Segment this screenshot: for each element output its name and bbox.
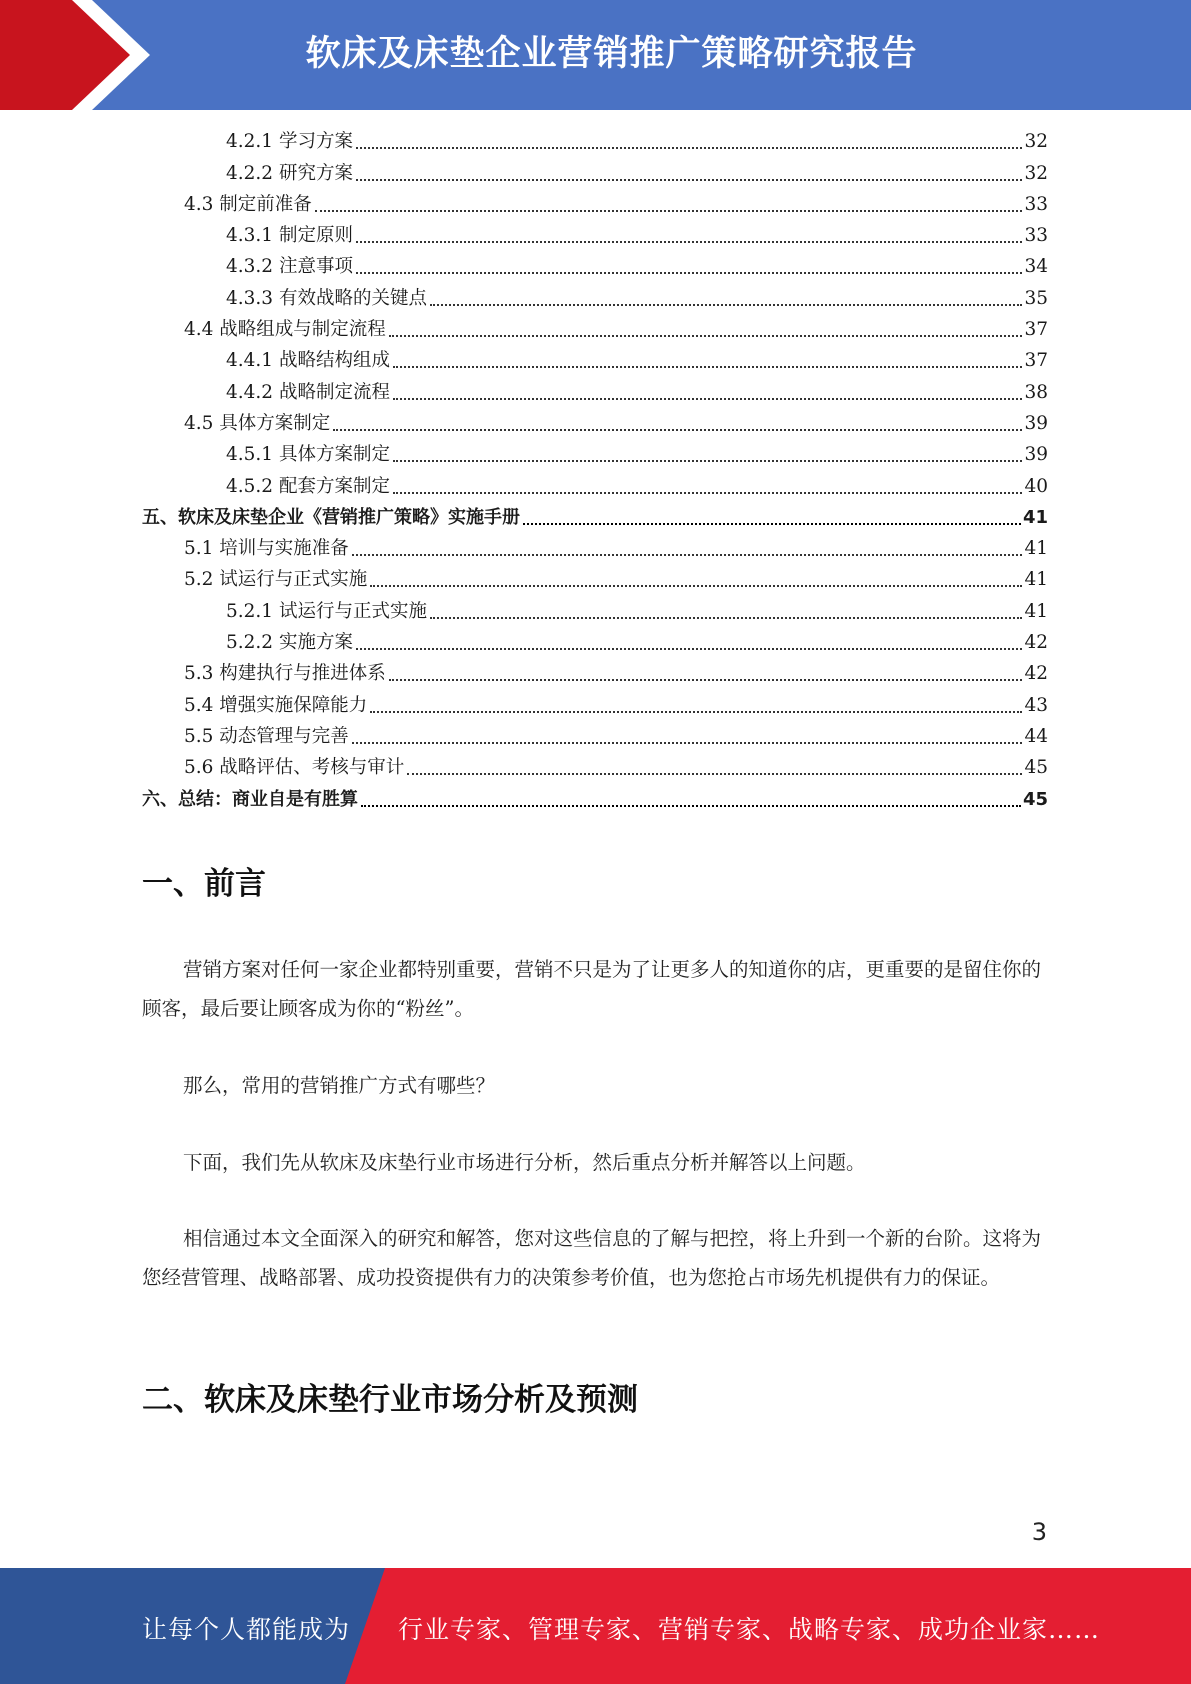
toc-entry-page: 41: [1022, 506, 1048, 528]
toc-entry[interactable]: [142, 376, 1048, 407]
toc-entry-title: 4.4.2 战略制定流程: [226, 381, 390, 403]
toc-entry[interactable]: [142, 689, 1048, 720]
toc-leader-dots: [393, 366, 1022, 368]
toc-entry-page: 41: [1024, 569, 1048, 591]
toc-entry[interactable]: [142, 658, 1048, 689]
toc-entry[interactable]: [142, 282, 1048, 313]
toc-leader-dots: [356, 272, 1023, 274]
toc-entry-title: 5.2.1 试运行与正式实施: [226, 600, 427, 622]
toc-leader-dots: [430, 617, 1022, 619]
toc-entry[interactable]: [142, 595, 1048, 626]
toc-entry-title: 4.5.1 具体方案制定: [226, 444, 390, 466]
toc-entry[interactable]: [142, 345, 1048, 376]
toc-entry-page: 32: [1024, 162, 1048, 184]
toc-entry-title: 4.3.3 有效战略的关键点: [226, 287, 427, 309]
toc-entry-title: 5.6 战略评估、考核与审计: [184, 757, 405, 779]
toc-entry-page: 32: [1024, 131, 1048, 153]
toc-entry-title: 六、总结：商业自是有胜算: [142, 788, 358, 810]
toc-entry[interactable]: [142, 533, 1048, 564]
toc-leader-dots: [352, 554, 1023, 556]
toc-leader-dots: [430, 304, 1022, 306]
section-heading-preface: 一、前言: [142, 866, 266, 902]
toc-entry-page: 35: [1024, 287, 1048, 309]
toc-leader-dots: [356, 241, 1023, 243]
toc-entry[interactable]: [142, 564, 1048, 595]
paragraph: 那么，常用的营销推广方式有哪些？: [183, 1074, 496, 1097]
toc-entry-title: 5.2.2 实施方案: [226, 632, 353, 654]
toc-entry[interactable]: [142, 157, 1048, 188]
toc-leader-dots: [393, 398, 1022, 400]
report-title: 软床及床垫企业营销推广策略研究报告: [305, 34, 918, 74]
toc-entry-title: 5.4 增强实施保障能力: [184, 694, 368, 716]
toc-entry-title: 五、软床及床垫企业《营销推广策略》实施手册: [142, 506, 520, 528]
toc-leader-dots: [356, 147, 1023, 149]
toc-entry[interactable]: [142, 189, 1048, 220]
toc-entry[interactable]: [142, 439, 1048, 470]
toc-leader-dots: [370, 585, 1022, 587]
toc-leader-dots: [370, 711, 1022, 713]
toc-leader-dots: [352, 742, 1023, 744]
toc-entry[interactable]: [142, 408, 1048, 439]
toc-entry-title: 5.2 试运行与正式实施: [184, 569, 368, 591]
toc-leader-dots: [393, 460, 1022, 462]
toc-entry[interactable]: [142, 470, 1048, 501]
toc-leader-dots: [389, 679, 1023, 681]
toc-entry-page: 39: [1024, 444, 1048, 466]
toc-entry[interactable]: [142, 627, 1048, 658]
footer-slogan-left: 让每个人都能成为: [142, 1615, 351, 1644]
footer-slogan-right: 行业专家、管理专家、营销专家、战略专家、成功企业家……: [398, 1615, 1101, 1644]
paragraph: 相信通过本文全面深入的研究和解答，您对这些信息的了解与把控，将上升到一个新的台阶。这将为您经营管理、战略部署、成功投资提供有力的决策参考价值，也为您抢占市场先机提供有力的保证。: [142, 1227, 1042, 1289]
toc-entry-page: 44: [1024, 725, 1048, 747]
toc-entry-title: 4.3.2 注意事项: [226, 256, 353, 278]
toc-entry-page: 38: [1024, 381, 1048, 403]
toc-entry-title: 4.4 战略组成与制定流程: [184, 319, 386, 341]
toc-entry[interactable]: [142, 314, 1048, 345]
toc-entry-page: 37: [1024, 350, 1048, 372]
toc-entry[interactable]: [142, 752, 1048, 783]
toc-leader-dots: [315, 210, 1023, 212]
toc-entry-page: 39: [1024, 412, 1048, 434]
toc-entry-title: 4.3 制定前准备: [184, 193, 312, 215]
page-header: [0, 0, 1191, 110]
toc-leader-dots: [356, 648, 1023, 650]
toc-entry-page: 42: [1024, 632, 1048, 654]
page-footer: [0, 1568, 1191, 1684]
toc-leader-dots: [389, 335, 1023, 337]
toc-entry-page: 40: [1024, 475, 1048, 497]
toc-leader-dots: [333, 429, 1022, 431]
toc-entry[interactable]: [142, 220, 1048, 251]
toc-entry-page: 45: [1024, 757, 1048, 779]
toc-entry-title: 5.3 构建执行与推进体系: [184, 663, 386, 685]
toc-entry-title: 4.5.2 配套方案制定: [226, 475, 390, 497]
toc-entry-page: 37: [1024, 319, 1048, 341]
toc-entry[interactable]: [142, 126, 1048, 157]
toc-entry-title: 4.3.1 制定原则: [226, 225, 353, 247]
toc-entry-title: 4.2.1 学习方案: [226, 131, 353, 153]
section-heading-market-analysis: 二、软床及床垫行业市场分析及预测: [142, 1382, 638, 1418]
toc-leader-dots: [393, 492, 1022, 494]
table-of-contents: [142, 126, 1048, 815]
toc-entry-page: 43: [1024, 694, 1048, 716]
paragraph: 下面，我们先从软床及床垫行业市场进行分析，然后重点分析并解答以上问题。: [183, 1151, 866, 1174]
toc-entry-page: 45: [1022, 788, 1048, 810]
toc-leader-dots: [407, 773, 1022, 775]
toc-entry-page: 41: [1024, 600, 1048, 622]
paragraph: 营销方案对任何一家企业都特别重要，营销不只是为了让更多人的知道你的店，更重要的是留住你的顾客，最后要让顾客成为你的“粉丝”。: [142, 958, 1042, 1020]
toc-entry-page: 34: [1024, 256, 1048, 278]
toc-entry-page: 33: [1024, 193, 1048, 215]
toc-entry[interactable]: [142, 251, 1048, 282]
toc-leader-dots: [356, 179, 1023, 181]
toc-entry-page: 33: [1024, 225, 1048, 247]
toc-entry[interactable]: [142, 721, 1048, 752]
toc-entry-title: 4.2.2 研究方案: [226, 162, 353, 184]
toc-leader-dots: [361, 805, 1021, 807]
toc-entry-page: 41: [1024, 538, 1048, 560]
toc-entry-title: 4.5 具体方案制定: [184, 412, 331, 434]
toc-entry[interactable]: [142, 783, 1048, 814]
toc-entry-title: 5.5 动态管理与完善: [184, 725, 349, 747]
toc-entry-title: 5.1 培训与实施准备: [184, 538, 349, 560]
toc-entry[interactable]: [142, 502, 1048, 533]
toc-entry-title: 4.4.1 战略结构组成: [226, 350, 390, 372]
toc-entry-page: 42: [1024, 663, 1048, 685]
toc-leader-dots: [523, 523, 1021, 525]
page-number: 3: [1031, 1518, 1047, 1546]
